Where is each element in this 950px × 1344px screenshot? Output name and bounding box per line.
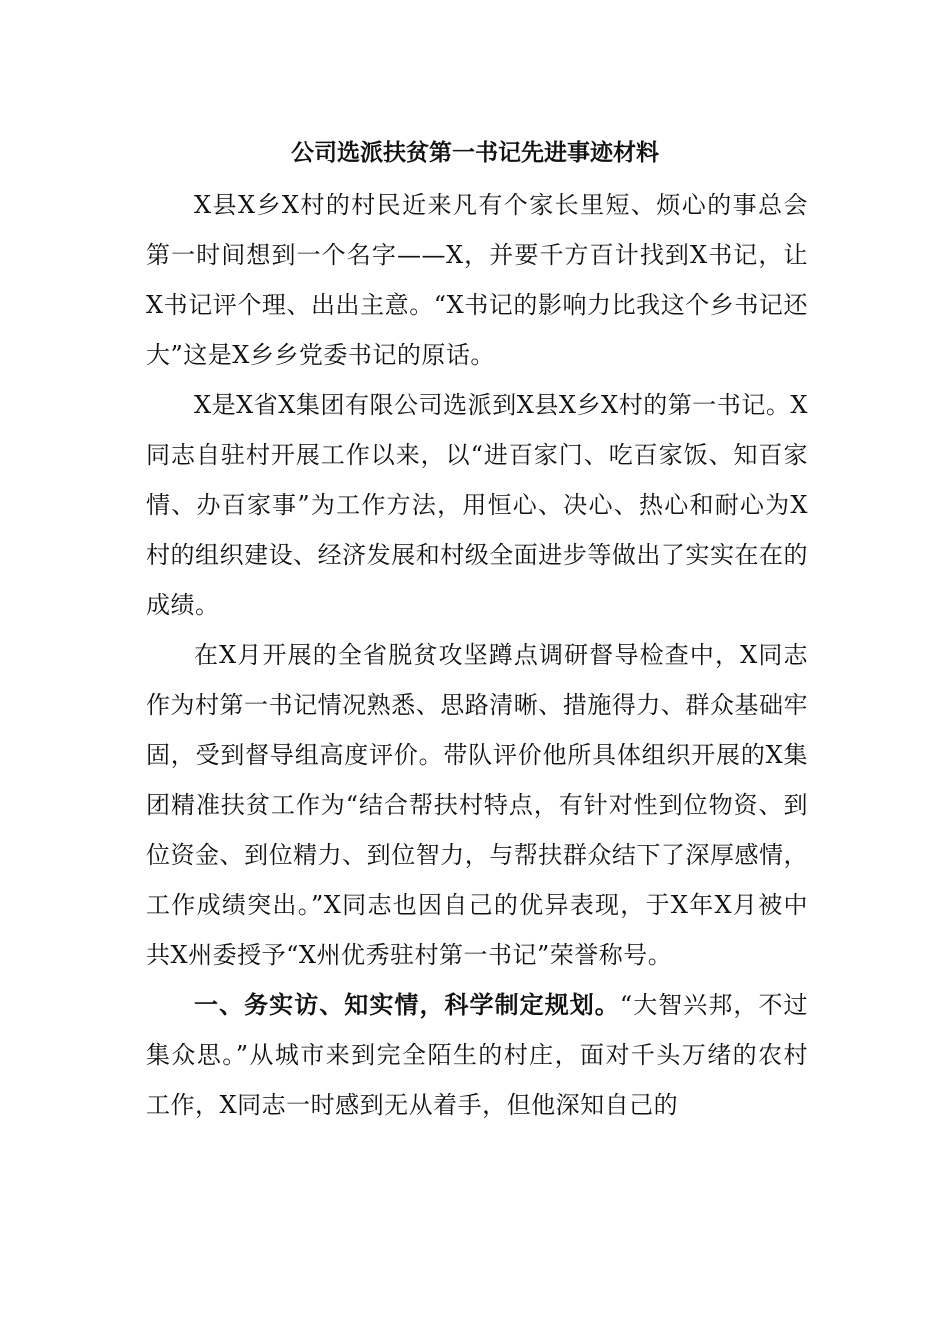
section-heading: 一、务实访、知实情，科学制定规划。 [194, 991, 620, 1019]
document-body [146, 180, 808, 1130]
paragraph-4 [146, 980, 808, 1130]
paragraph-2 [146, 380, 808, 630]
paragraph-3 [146, 630, 808, 980]
paragraph-2-text: X是X省X集团有限公司选派到X县X乡X村的第一书记。X同志自驻村开展工作以来，以“进百家门、吃百家饭、知百家情、办百家事”为工作方法，用恒心、决心、热心和耐心为X村的组织建设、经济发展和村级全面进步等做出了实实在在的成绩。 [146, 391, 808, 619]
paragraph-3-text: 在X月开展的全省脱贫攻坚蹲点调研督导检查中，X同志作为村第一书记情况熟悉、思路清晰、措施得力、群众基础牢固，受到督导组高度评价。带队评价他所具体组织开展的X集团精准扶贫工作为“结合帮扶村特点，有针对性到位物资、到位资金、到位精力、到位智力，与帮扶群众结下了深厚感情，工作成绩突出。”X同志也因自己的优异表现，于X年X月被中共X州委授予“X州优秀驻村第一书记”荣誉称号。 [146, 641, 808, 969]
paragraph-1 [146, 180, 808, 380]
document-title: 公司选派扶贫第一书记先进事迹材料 [291, 139, 659, 166]
paragraph-4-text: “大智兴邦，不过集众思。”从城市来到完全陌生的村庄，面对千头万绪的农村工作，X同志一时感到无从着手，但他深知自己的 [146, 991, 808, 1119]
paragraph-1-text: X县X乡X村的村民近来凡有个家长里短、烦心的事总会第一时间想到一个名字——X，并要千方百计找到X书记，让X书记评个理、出出主意。“X书记的影响力比我这个乡书记还大”这是X乡乡党委书记的原话。 [146, 191, 808, 369]
